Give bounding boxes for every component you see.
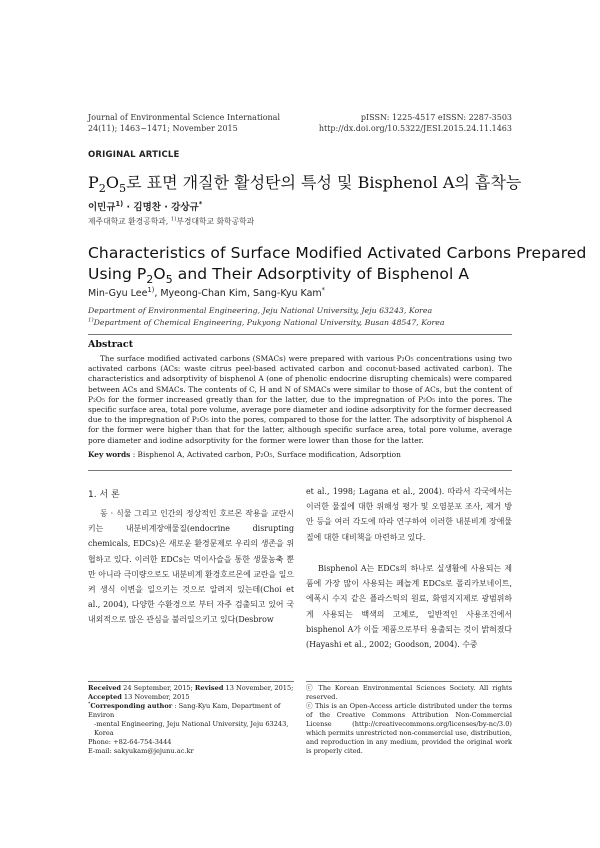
body-column-2-para-1: et al., 1998; Lagana et al., 2004). 따라서 각국에서는 이러한 물질에 대한 위해성 평가 및 오염분포 조사, 제거 방안 등을 여러 각도에 따라 연구하여 이러한 내분비계 장애물질에 대한 대비책을 마련하고 있다. (306, 487, 512, 542)
kr-title-sub5: 5 (119, 182, 127, 196)
kr-author-star: * (198, 199, 203, 208)
en-title-line2 (88, 264, 528, 285)
accepted-label: Accepted (88, 693, 122, 701)
en-author-rest: , Myeong-Chan Kim, Sang-Kyu Kam (154, 288, 322, 299)
footnote-divider-right (306, 681, 512, 682)
en-affil-2-sup: 1) (88, 317, 94, 324)
english-affiliation-2 (88, 318, 528, 327)
en-title-line1: Characteristics of Surface Modified Activated Carbons Prepared (88, 244, 587, 262)
journal-header-left (88, 112, 280, 134)
footnote-divider-left (88, 681, 294, 682)
copyright-line-2: ⓒ This is an Open-Access article distributed under the terms of the Creative Commons Attribution Non-Commercial License (http://creativecommons.org/licenses/by-nc/3.0) which permits unrestricted non-commercial use, distribution, and reproduction in any medium, provided the original work is properly cited. (306, 702, 512, 755)
korean-title (88, 170, 522, 196)
received-label: Received (88, 684, 122, 692)
accepted-line (88, 693, 294, 702)
journal-citation: 24(11); 1463~1471; November 2015 (88, 124, 238, 133)
abstract-text: The surface modified activated carbons (SMACs) were prepared with various P₂O₅ concentrations using two activated carbons (ACs: waste citrus peel-based activated carbon and coconut-based activated carbon). The characteristics and adsorptivity of bisphenol A (one of phenolic endocrine disrupting chemicals) were compared between ACs and SMACs. The contents of C, H and N of SMACs were similar to those of ACs, but the content of P₂O₅ for the former increased greatly than for the latter, due to the impregnation of P₂O₅ into the pores. The specific surface area, total pore volume, average pore diameter and iodine adsorptivity for the former decreased due to the impregnation of P₂O₅ into the pores, compared to those for the latter. The adsorptivity of bisphenol A for the former were higher than that for the latter, although specific surface area, total pore volume, average pore diameter and iodine adsorptivity for the former were lower than those for the latter. (88, 354, 512, 445)
footnote-right (306, 684, 512, 756)
divider-top (88, 334, 512, 335)
corresponding-label: Corresponding author (90, 702, 173, 710)
corresponding-line (88, 702, 294, 720)
en-title-sub5: 5 (165, 273, 173, 287)
keywords (88, 450, 512, 459)
kr-affil-1: 제주대학교 환경공학과, (88, 217, 171, 226)
kr-title-o: O (105, 173, 120, 192)
section-heading: 1. 서 론 (88, 490, 120, 500)
kr-title-sub2: 2 (98, 182, 106, 196)
body-column-2-para-2: Bisphenol A는 EDCs의 하나로 실생활에 사용되는 제품에 가장 많이 사용되는 페놀계 EDCs로 폴리카보네이트, 에폭시 수지 같은 플라스틱의 원료, 화염지지제로 광범위하게 사용되는 백색의 고체로, 일반적인 사용조건에서 bisphenol A가 이들 제품으로부터 용출되는 것이 밝혀졌다(Hayashi et al., 2002; Goodson, 2004). 수중 (306, 564, 512, 650)
body-column-1: 동 · 식물 그리고 인간의 정상적인 호르몬 작용을 교란시키는 내분비계장애물질(endocrine disrupting chemicals, EDCs)은 새로운 환경문제로 우리의 생존을 위협하고 있다. 이러한 EDCs는 먹이사슬을 통한 생물농축 뿐만 아니라 극미량으로도 내분비계 환경호르몬에 교란을 일으켜 생식 이변을 일으키는 것으로 알려져 있는데(Choi et al., 2004), 다양한 수환경으로 부터 자주 검출되고 있어 국내외적으로 많은 관심을 불러일으키고 있다(Desbrow (88, 509, 294, 625)
journal-name: Journal of Environmental Science International (88, 113, 281, 122)
footnote-left (88, 684, 294, 756)
journal-header-right (319, 112, 512, 134)
copyright-line-1: ⓒ The Korean Environmental Sciences Society. All rights reserved. (306, 684, 512, 701)
en-affil-2-text: Department of Chemical Engineering, Pukyong National University, Busan 48547, Korea (93, 318, 445, 327)
revised-label: Revised (194, 684, 224, 692)
email-line: E-mail: sakyukam@jejunu.ac.kr (88, 747, 194, 755)
kr-author-1-sup: 1) (115, 199, 124, 208)
kr-title-p: P (88, 173, 99, 192)
kr-affil-2: 부경대학교 화학공학과 (176, 217, 255, 226)
corresponding-text-2: -mental Engineering, Jeju National University, Jeju 63243, Korea (94, 720, 289, 737)
phone-line: Phone: +82-64-754-3444 (88, 738, 172, 746)
en-title-2c: and Their Adsorptivity of Bisphenol A (172, 265, 470, 283)
article-type: ORIGINAL ARTICLE (88, 150, 180, 160)
revised-date: 13 November, 2015; (223, 684, 294, 692)
english-title (88, 243, 587, 287)
corresponding-star: * (88, 701, 91, 707)
accepted-date: 13 November, 2015 (121, 693, 190, 701)
corresponding-text-1: : Sang-Kyu Kam, Department of Environ (88, 702, 281, 719)
kr-author-rest: · 김명찬 · 강상규 (123, 202, 199, 213)
kr-author-1: 이민규 (88, 202, 116, 213)
kr-title-rest: 로 표면 개질한 활성탄의 특성 및 Bisphenol A의 흡착능 (126, 173, 522, 192)
korean-authors (88, 199, 202, 213)
keywords-text: : Bisphenol A, Activated carbon, P₂O₅, Surface modification, Adsorption (130, 450, 401, 459)
en-title-2a: Using P (88, 265, 147, 283)
english-affiliation-1: Department of Environmental Engineering, Jeju National University, Jeju 63243, Korea (88, 306, 433, 315)
en-title-2b: O (153, 265, 166, 283)
english-authors (88, 285, 325, 299)
received-line (88, 684, 294, 693)
en-title-sub2: 2 (146, 273, 154, 287)
abstract-heading: Abstract (88, 339, 134, 350)
en-author-1-sup: 1) (147, 285, 155, 294)
journal-doi: http://dx.doi.org/10.5322/JESI.2015.24.11.1463 (318, 124, 512, 133)
keywords-label: Key words (88, 450, 131, 459)
en-author-star: * (321, 285, 325, 294)
korean-affiliation (88, 216, 254, 227)
kr-affil-2-sup: 1) (170, 216, 177, 223)
journal-issn: pISSN: 1225-4517 eISSN: 2287-3503 (360, 113, 512, 122)
en-author-1: Min-Gyu Lee (88, 288, 148, 299)
received-date: 24 September, 2015; (121, 684, 195, 692)
divider-abstract (88, 470, 512, 471)
